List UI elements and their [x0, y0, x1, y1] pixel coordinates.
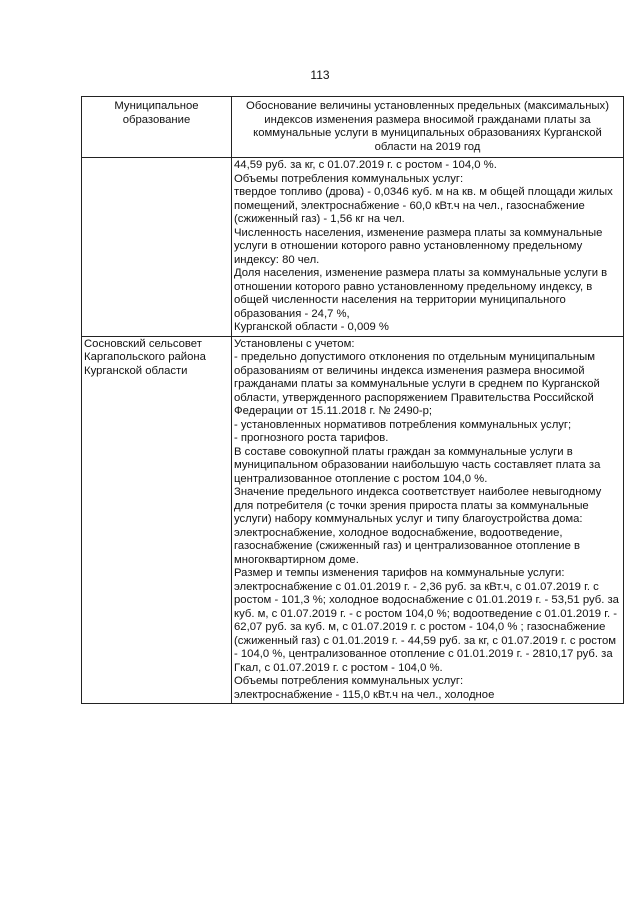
justification-text: Установлены с учетом: - предельно допустимого отклонения по отдельным муниципальным образованиям от величины индекса изменения размера вносимой гражданами платы за коммунальные услуги в среднем по Курганской области, утвержденного распоряжением Правительства Российской Федерации от 15.11.2018 г. № 2490-р; - установленных нормативов потребления коммунальных услуг; - прогнозного роста тарифов. В составе совокупной платы граждан за коммунальные услуги в муниципальном образовании наибольшую часть составляет плата за централизованное отопление с ростом 104,0 %. Значение предельного индекса соответствует наиболее невыгодному для потребителя (с точки зрения прироста платы за коммунальные услуги) набору коммунальных услуг и типу благоустройства дома: электроснабжение, холодное водоснабжение, водоотведение, газоснабжение (сжиженный газ) и централизованное отопление в многоквартирном доме. Размер и темпы изменения тарифов на коммунальные услуги: электроснабжение с 01.01.2019 г. - 2,36 руб. за кВт.ч, с 01.07.2019 г. с ростом - 101,3 %; холодное водоснабжение с 01.01.2019 г. - 53,51 руб. за куб. м, с 01.07.2019 г. - с ростом 104,0 %; водоотведение с 01.01.2019 г. - 62,07 руб. за куб. м, с 01.07.2019 г. с ростом - 104,0 % ; газоснабжение (сжиженный газ) с 01.01.2019 г. - 44,59 руб. за кг, с 01.07.2019 г. с ростом - 104,0 %, централизованное отопление с 01.01.2019 г. - 2810,17 руб. за Гкал, с 01.07.2019 г. с ростом - 104,0 %. Объемы потребления коммунальных услуг: электроснабжение - 115,0 кВт.ч на чел., холодное [234, 337, 619, 701]
cell-justification [232, 158, 624, 337]
cell-municipality [82, 336, 232, 704]
municipality-text: Сосновский сельсовет Каргапольского района Курганской области [84, 337, 206, 377]
page-number: 113 [310, 68, 330, 82]
table-header-row [82, 97, 624, 158]
header-justification: Обоснование величины установленных предельных (максимальных) индексов изменения размера вносимой гражданами платы за коммунальные услуги в муниципальных образованиях Курганской области на 2019 год [232, 97, 624, 158]
cell-municipality [82, 158, 232, 337]
header-municipality: Муниципальное образование [82, 97, 232, 158]
table-row [82, 158, 624, 337]
justification-text: 44,59 руб. за кг, с 01.07.2019 г. с ростом - 104,0 %. Объемы потребления коммунальных услуг: твердое топливо (дрова) - 0,0346 куб. м на кв. м общей площади жилых помещений, электроснабжение - 60,0 кВт.ч на чел., газоснабжение (сжиженный газ) - 1,56 кг на чел. Численность населения, изменение размера платы за коммунальные услуги в отношении которого равно установленному предельному индексу: 80 чел. Доля населения, изменение размера платы за коммунальные услуги в отношении которого равно установленному предельному индексу, в общей численности населения на территории муниципального образования - 24,7 %, Курганской области - 0,009 % [234, 159, 613, 333]
cell-justification [232, 336, 624, 704]
table-row [82, 336, 624, 704]
tariff-index-table [81, 96, 624, 704]
